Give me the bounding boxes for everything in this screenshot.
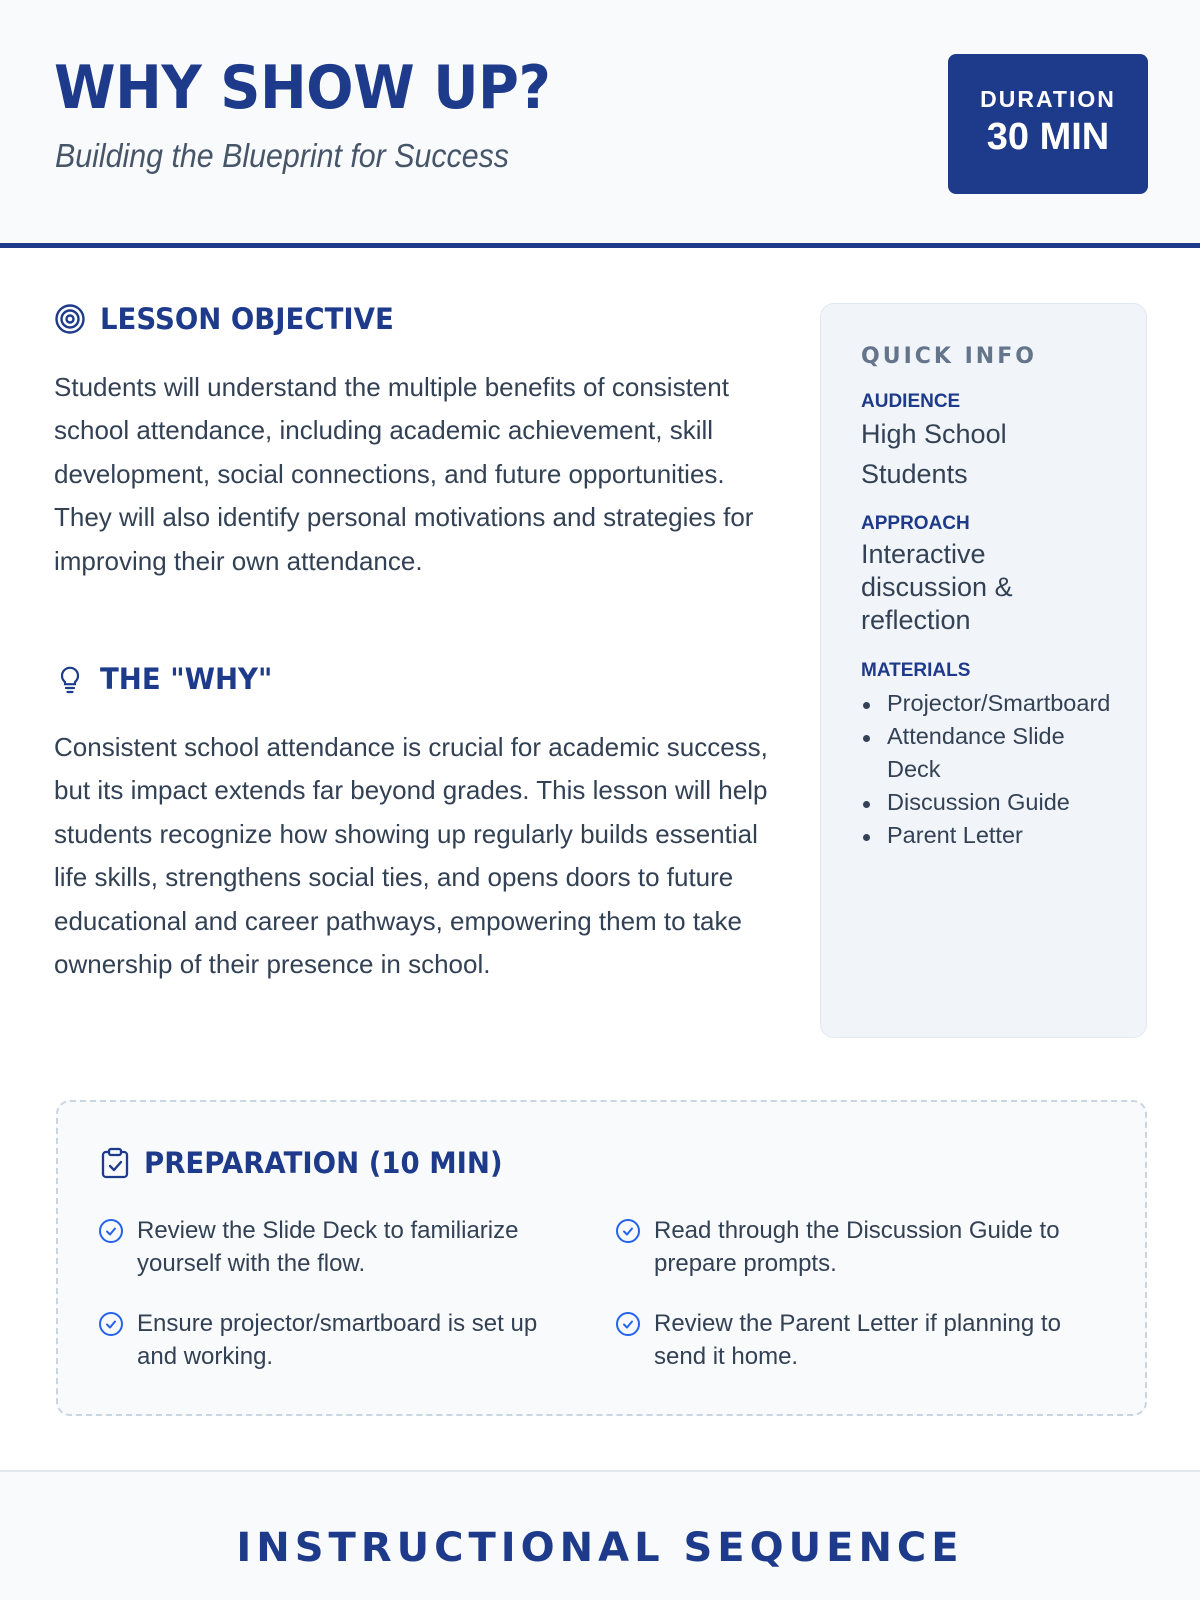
approach-label: APPROACH [861,513,970,534]
audience-label: AUDIENCE [861,391,961,412]
prep-item-text: Review the Parent Letter if planning to send it home. [654,1310,1061,1370]
audience-value: High School Students [861,419,1007,489]
instructional-sequence-title: INSTRUCTIONAL SEQUENCE [236,1525,964,1571]
objective-heading [54,302,409,336]
material-item: Parent Letter [861,819,1106,852]
duration-label: DURATION [980,86,1116,112]
lesson-main [0,248,1200,1248]
instructional-sequence-section [0,1470,1200,1600]
lesson-subtitle: Building the Blueprint for Success [55,137,509,174]
why-heading [54,662,281,696]
duration-value: 30 MIN [986,116,1110,158]
preparation-card [56,1100,1147,1416]
approach-value: Interactive discussion & reflection [861,539,1013,635]
lightbulb-icon [54,663,86,695]
target-icon [54,303,86,335]
material-item: Attendance Slide Deck [861,720,1081,786]
lesson-title: WHY SHOW UP? [54,53,551,123]
lesson-header [0,0,1200,248]
quick-info-title: QUICK INFO [861,344,1037,369]
check-circle-icon [615,1311,641,1337]
prep-item-text: Read through the Discussion Guide to prepare prompts. [654,1217,1060,1277]
prep-item-text: Ensure projector/smartboard is set up and working. [137,1310,538,1370]
prep-item-text: Review the Slide Deck to familiarize yourself with the flow. [137,1217,519,1277]
prep-item [615,1307,1085,1373]
check-circle-icon [615,1218,641,1244]
clipboard-check-icon [100,1147,130,1179]
duration-badge [948,54,1148,194]
materials-list [861,687,1111,852]
objective-text: Students will understand the multiple benefits of consistent school attendance, including academic achievement, skill development, social connections, and future opportunities. They will also identify personal motivations and strategies for improving their own attendance. [54,372,754,576]
why-heading-label: THE "WHY" [100,662,273,696]
quick-info-card [820,303,1147,1038]
check-circle-icon [98,1311,124,1337]
prep-item [98,1307,568,1373]
prep-item [98,1214,568,1280]
check-circle-icon [98,1218,124,1244]
why-text: Consistent school attendance is crucial for academic success, but its impact extends far beyond grades. This lesson will help students recognize how showing up regularly builds essential life skills, strengthens social ties, and opens doors to future educational and career pathways, empowering them to take ownership of their presence in school. [54,732,768,980]
material-item: Projector/Smartboard [861,687,1106,720]
materials-label: MATERIALS [861,660,971,681]
material-item: Discussion Guide [861,786,1106,819]
prep-item [615,1214,1085,1280]
preparation-heading-label: PREPARATION (10 MIN) [144,1146,503,1180]
preparation-heading [100,1146,521,1180]
objective-heading-label: LESSON OBJECTIVE [100,302,394,336]
